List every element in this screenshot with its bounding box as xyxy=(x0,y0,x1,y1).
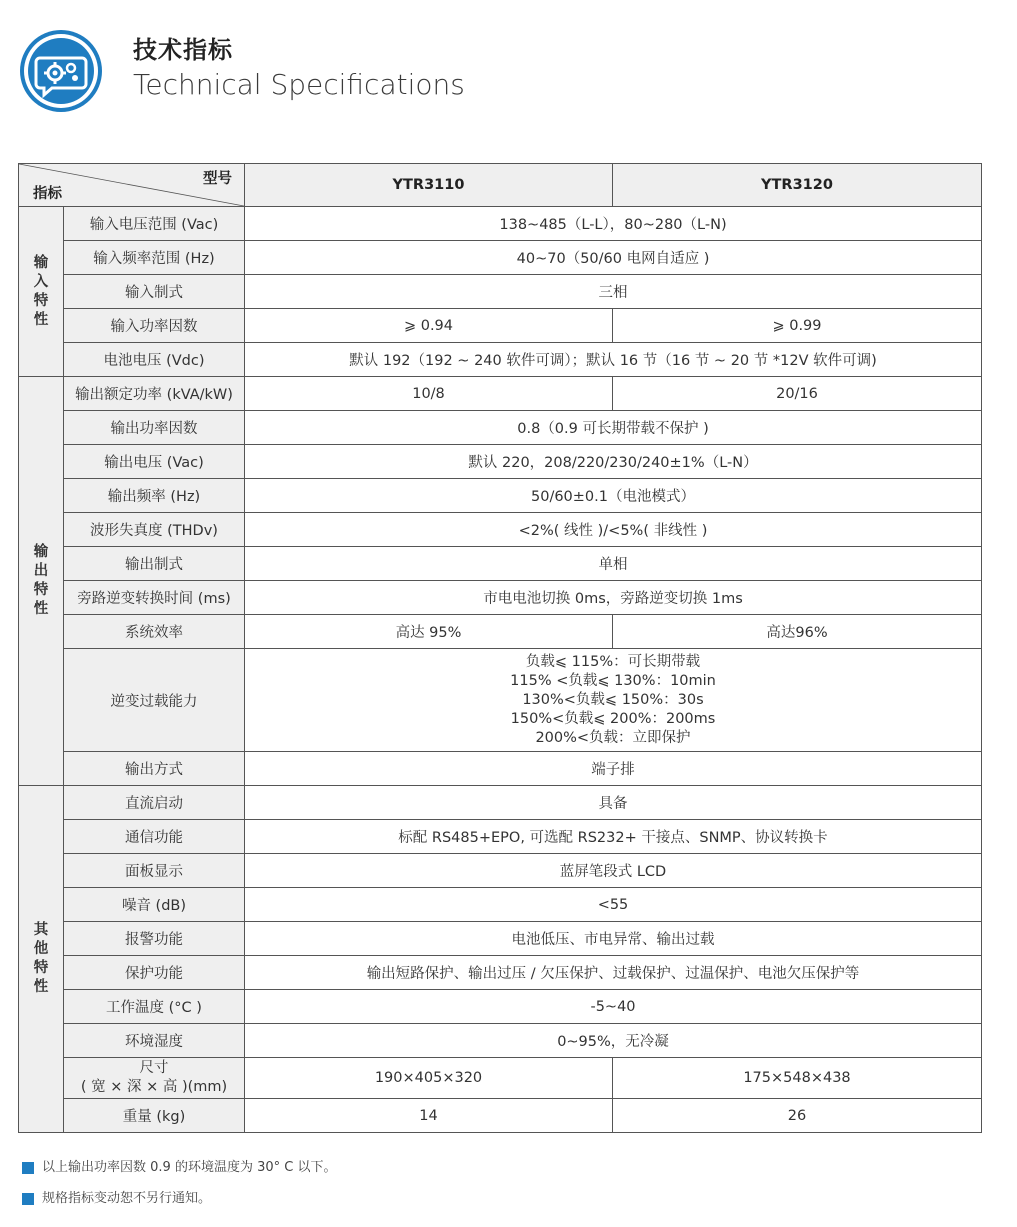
row-value-ytr3120: 高达96% xyxy=(613,615,982,649)
row-value: 端子排 xyxy=(245,752,982,786)
table-row xyxy=(19,547,982,581)
square-bullet-icon xyxy=(22,1193,34,1205)
page-title-en: Technical Specifications xyxy=(133,68,465,101)
row-label: 输入功率因数 xyxy=(64,309,245,343)
row-label: 噪音 (dB) xyxy=(64,888,245,922)
row-value: <55 xyxy=(245,888,982,922)
table-row xyxy=(19,649,982,752)
note-text: 规格指标变动恕不另行通知。 xyxy=(42,1191,212,1206)
row-value: 138~485（L-L），80~280（L-N) xyxy=(245,207,982,241)
row-value: 市电电池切换 0ms，旁路逆变切换 1ms xyxy=(245,581,982,615)
row-label xyxy=(64,1058,245,1099)
row-label: 输入电压范围 (Vac) xyxy=(64,207,245,241)
table-row xyxy=(19,241,982,275)
row-label: 工作温度 (°C ) xyxy=(64,990,245,1024)
row-label: 面板显示 xyxy=(64,854,245,888)
table-row xyxy=(19,1058,982,1099)
row-label: 输出方式 xyxy=(64,752,245,786)
table-row xyxy=(19,990,982,1024)
row-value-line: 150%<负载⩽ 200%：200ms xyxy=(510,710,716,727)
table-row xyxy=(19,922,982,956)
row-value: 具备 xyxy=(245,786,982,820)
note-item xyxy=(22,1189,336,1209)
row-label: 输出制式 xyxy=(64,547,245,581)
row-value: 蓝屏笔段式 LCD xyxy=(245,854,982,888)
row-value: 三相 xyxy=(245,275,982,309)
table-row xyxy=(19,479,982,513)
row-label: 输出功率因数 xyxy=(64,411,245,445)
table-row xyxy=(19,1099,982,1133)
row-value: 输出短路保护、输出过压 / 欠压保护、过载保护、过温保护、电池欠压保护等 xyxy=(245,956,982,990)
row-value-ytr3120: 175×548×438 xyxy=(613,1058,982,1099)
square-bullet-icon xyxy=(22,1162,34,1174)
table-row xyxy=(19,615,982,649)
row-label-line: ( 宽 × 深 × 高 )(mm) xyxy=(80,1079,228,1095)
table-header-row xyxy=(19,164,982,207)
table-row xyxy=(19,820,982,854)
table-row xyxy=(19,956,982,990)
row-label: 旁路逆变转换时间 (ms) xyxy=(64,581,245,615)
spec-table xyxy=(18,163,982,1133)
row-value: 标配 RS485+EPO, 可选配 RS232+ 干接点、SNMP、协议转换卡 xyxy=(245,820,982,854)
note-item xyxy=(22,1158,336,1178)
row-value-line: 200%<负载：立即保护 xyxy=(535,729,691,746)
row-value: 0~95%，无冷凝 xyxy=(245,1024,982,1058)
table-row xyxy=(19,207,982,241)
row-value-ytr3120: ⩾ 0.99 xyxy=(613,309,982,343)
table-row xyxy=(19,275,982,309)
table-row xyxy=(19,581,982,615)
table-row xyxy=(19,854,982,888)
row-label-line: 尺寸 xyxy=(139,1060,169,1076)
row-label: 通信功能 xyxy=(64,820,245,854)
row-label: 保护功能 xyxy=(64,956,245,990)
row-value-ytr3120: 20/16 xyxy=(613,377,982,411)
row-value: 50/60±0.1（电池模式） xyxy=(245,479,982,513)
row-value: 默认 192（192 ~ 240 软件可调）；默认 16 节（16 节 ~ 20 节 *12V 软件可调) xyxy=(245,343,982,377)
model-header: YTR3120 xyxy=(613,164,982,207)
row-label: 波形失真度 (THDv) xyxy=(64,513,245,547)
group-label-output: 输 出 特 性 xyxy=(19,377,64,786)
row-label: 直流启动 xyxy=(64,786,245,820)
row-value-ytr3110: 190×405×320 xyxy=(245,1058,613,1099)
table-row xyxy=(19,445,982,479)
note-text: 以上输出功率因数 0.9 的环境温度为 30° C 以下。 xyxy=(42,1160,337,1175)
table-row xyxy=(19,752,982,786)
row-label: 输出频率 (Hz) xyxy=(64,479,245,513)
row-value xyxy=(245,649,982,752)
row-value: 0.8（0.9 可长期带载不保护 ) xyxy=(245,411,982,445)
row-label: 电池电压 (Vdc) xyxy=(64,343,245,377)
row-value: <2%( 线性 )/<5%( 非线性 ) xyxy=(245,513,982,547)
row-value-ytr3120: 26 xyxy=(613,1099,982,1133)
row-label: 逆变过载能力 xyxy=(64,649,245,752)
row-value-line: 130%<负载⩽ 150%：30s xyxy=(522,691,704,708)
table-row xyxy=(19,343,982,377)
corner-model-label: 型号 xyxy=(203,171,232,187)
notes xyxy=(22,1158,336,1220)
corner-index-label: 指标 xyxy=(33,186,62,202)
row-label: 输入频率范围 (Hz) xyxy=(64,241,245,275)
row-label: 输出电压 (Vac) xyxy=(64,445,245,479)
corner-cell xyxy=(19,164,245,207)
row-value-ytr3110: 10/8 xyxy=(245,377,613,411)
row-label: 输入制式 xyxy=(64,275,245,309)
row-value: 单相 xyxy=(245,547,982,581)
table-row xyxy=(19,1024,982,1058)
table-row xyxy=(19,411,982,445)
row-label: 重量 (kg) xyxy=(64,1099,245,1133)
row-value-line: 115% <负载⩽ 130%：10min xyxy=(510,672,716,689)
gear-chat-icon xyxy=(18,28,104,114)
row-label: 环境湿度 xyxy=(64,1024,245,1058)
page-header xyxy=(18,28,998,118)
model-header: YTR3110 xyxy=(245,164,613,207)
table-row xyxy=(19,377,982,411)
row-value-ytr3110: 14 xyxy=(245,1099,613,1133)
table-row xyxy=(19,513,982,547)
row-value-ytr3110: 高达 95% xyxy=(245,615,613,649)
table-row xyxy=(19,786,982,820)
group-label-other: 其 他 特 性 xyxy=(19,786,64,1133)
row-value: -5~40 xyxy=(245,990,982,1024)
row-label: 输出额定功率 (kVA/kW) xyxy=(64,377,245,411)
row-label: 系统效率 xyxy=(64,615,245,649)
row-value: 电池低压、市电异常、输出过载 xyxy=(245,922,982,956)
table-row xyxy=(19,888,982,922)
group-label-input: 输 入 特 性 xyxy=(19,207,64,377)
row-value-line: 负载⩽ 115%：可长期带载 xyxy=(525,653,701,670)
page-title-cn: 技术指标 xyxy=(133,36,233,64)
table-row xyxy=(19,309,982,343)
row-value-ytr3110: ⩾ 0.94 xyxy=(245,309,613,343)
row-value: 默认 220，208/220/230/240±1%（L-N） xyxy=(245,445,982,479)
row-value: 40~70（50/60 电网自适应 ) xyxy=(245,241,982,275)
row-label: 报警功能 xyxy=(64,922,245,956)
